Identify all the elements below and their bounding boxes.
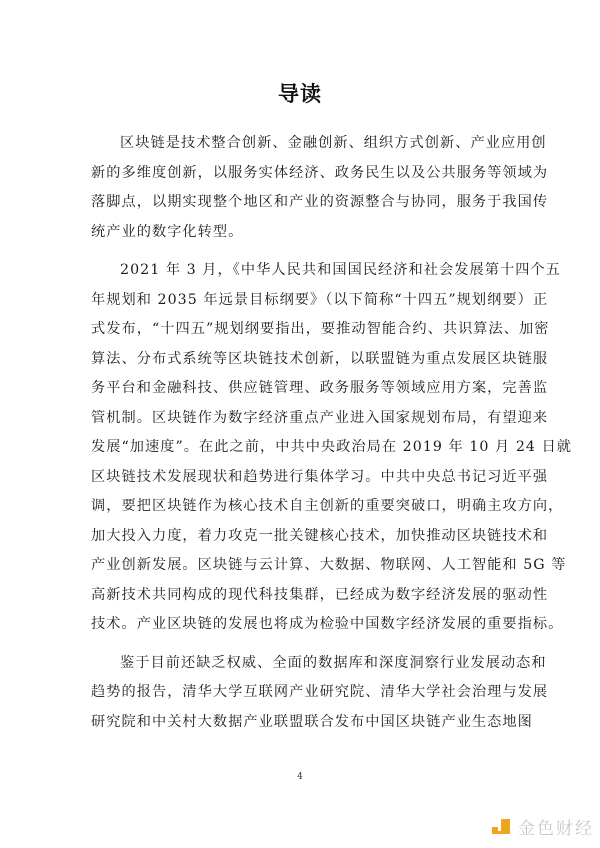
text-line: 落脚点，以期实现整个地区和产业的资源整合与协同，服务于我国传: [91, 194, 549, 210]
text-line: 管机制。区块链作为数字经济重点产业进入国家规划布局，有望迎来: [91, 409, 549, 426]
text-line: 算法、分布式系统等区块链技术创新，以联盟链为重点发展区块链服: [91, 350, 549, 367]
text-line: 技术。产业区块链的发展也将成为检验中国数字经济发展的重要指标。: [91, 616, 564, 632]
paragraph-3: [91, 649, 549, 738]
text-line: 式发布，“十四五”规划纲要指出，要推动智能合约、共识算法、加密: [91, 321, 550, 337]
text-line: 发展“加速度”。在此之前，中共中央政治局在 2019 年 10 月 24 日就: [91, 439, 573, 455]
text-line: 产业创新发展。区块链与云计算、大数据、物联网、人工智能和 5G 等: [91, 557, 567, 573]
page-title: 导读: [278, 82, 322, 106]
paragraph-1: [91, 129, 549, 247]
watermark: [492, 815, 594, 837]
text-line: 新的多维度创新，以服务实体经济、政务民生以及公共服务等领域为: [91, 164, 549, 181]
text-line: 务平台和金融科技、供应链管理、政务服务等领域应用方案，完善监: [91, 380, 549, 396]
text-line: 年规划和 2035 年远景目标纲要》（以下简称“十四五”规划纲要）正: [91, 291, 549, 308]
text-line: 区块链技术发展现状和趋势进行集体学习。中共中央总书记习近平强: [91, 468, 549, 485]
text-line: 高新技术共同构成的现代科技集群，已经成为数字经济发展的驱动性: [91, 586, 549, 603]
watermark-text: 金色财经: [518, 818, 594, 839]
jinse-logo-icon: [492, 817, 512, 835]
text-line: 区块链是技术整合创新、金融创新、组织方式创新、产业应用创: [120, 135, 547, 151]
body-text: [91, 129, 573, 746]
text-line: 加大投入力度，着力攻克一批关键核心技术，加快推动区块链技术和: [91, 527, 549, 544]
paragraph-2: [91, 256, 573, 640]
text-line: 鉴于目前还缺乏权威、全面的数据库和深度洞察行业发展动态和: [120, 654, 547, 671]
text-line: 研究院和中关村大数据产业联盟联合发布中国区块链产业生态地图: [91, 713, 533, 730]
page-number: 4: [297, 772, 303, 782]
text-line: 趋势的报告，清华大学互联网产业研究院、清华大学社会治理与发展: [91, 684, 549, 700]
text-line: 2021 年 3 月，《中华人民共和国国民经济和社会发展第十四个五: [120, 262, 561, 278]
text-line: 调，要把区块链作为核心技术自主创新的重要突破口，明确主攻方向，: [91, 498, 564, 514]
text-line: 统产业的数字化转型。: [91, 223, 244, 240]
